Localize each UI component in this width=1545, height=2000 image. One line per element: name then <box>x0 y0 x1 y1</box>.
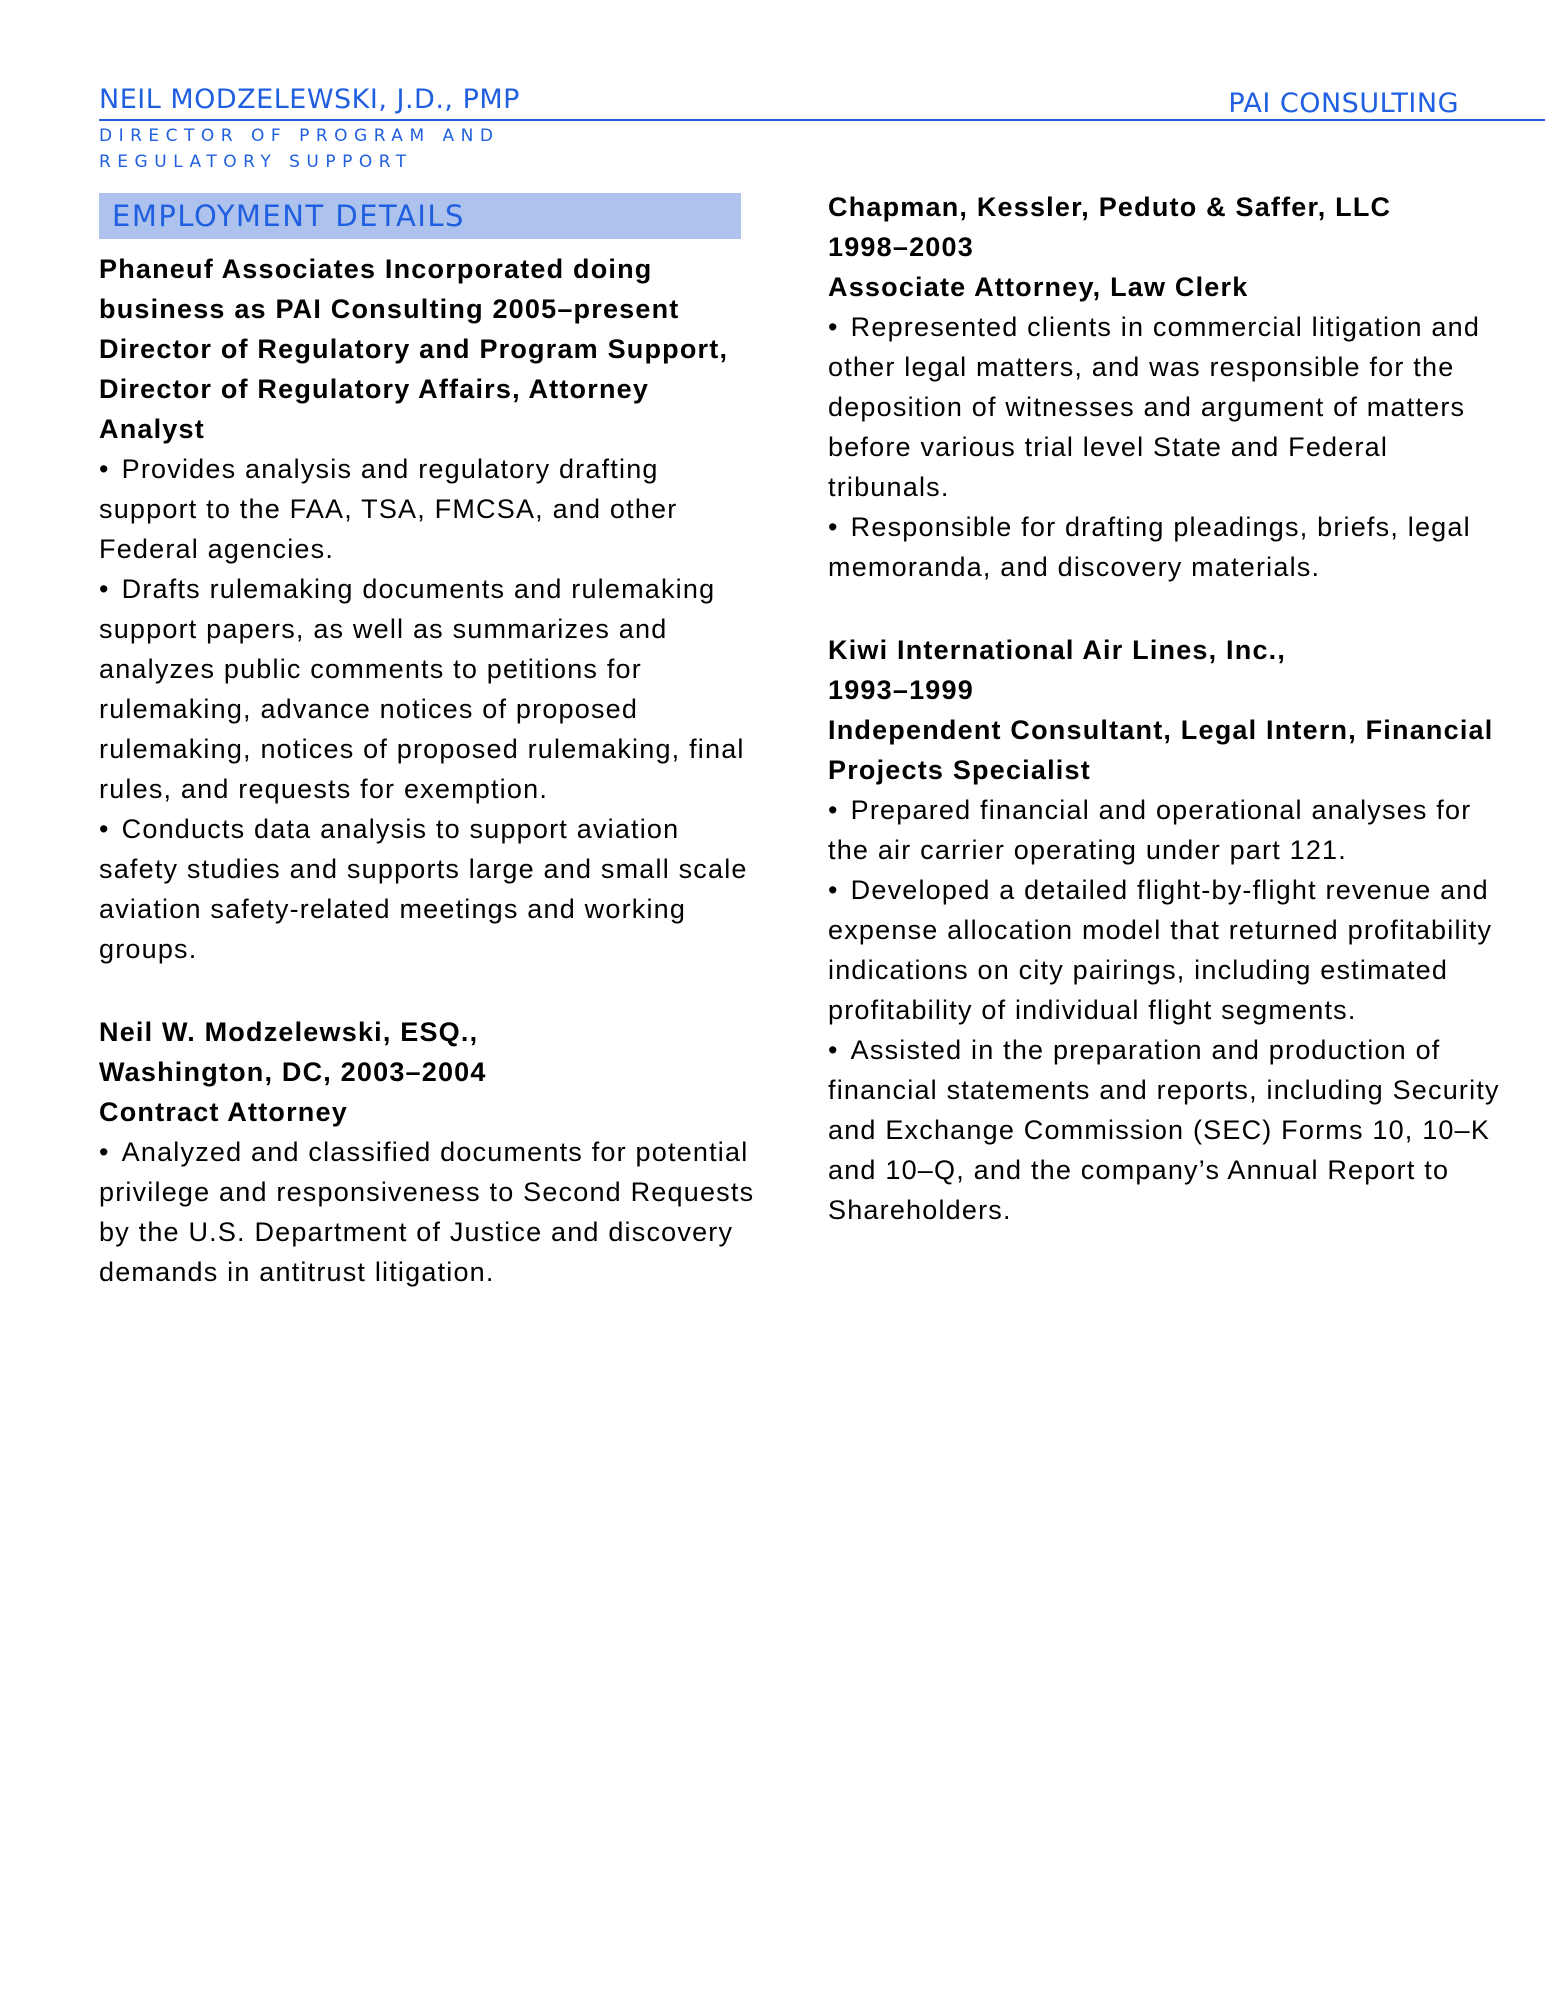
entry-heading: 1993–1999 <box>828 675 974 705</box>
entry-spacer <box>828 587 1508 630</box>
entry-bullet <box>99 1132 759 1292</box>
header-name: NEIL MODZELEWSKI, J.D., PMP <box>99 84 520 115</box>
employment-entry-pai <box>99 249 759 969</box>
entry-bullet <box>99 569 759 809</box>
entry-spacer <box>99 969 759 1012</box>
entry-heading: Washington, DC, 2003–2004 <box>99 1057 487 1087</box>
header-role: DIRECTOR OF PROGRAM AND REGULATORY SUPPORT <box>99 126 500 172</box>
bullet-icon: • <box>828 875 839 905</box>
header-company: PAI CONSULTING <box>1228 88 1459 119</box>
entry-bullet <box>828 1030 1508 1230</box>
bullet-icon: • <box>828 512 839 542</box>
employment-entry-chapman <box>828 187 1508 587</box>
section-heading-bar <box>99 193 741 239</box>
section-title: EMPLOYMENT DETAILS <box>112 199 465 233</box>
entry-heading: Phaneuf Associates Incorporated doing business as PAI Consulting 2005–present Director of Regulatory and Program Support, Director of Regulatory Affairs, Attorney Analyst <box>99 254 729 444</box>
bullet-icon: • <box>99 454 110 484</box>
entry-heading: Independent Consultant, Legal Intern, Financial Projects Specialist <box>828 715 1494 785</box>
entry-bullet <box>828 507 1508 587</box>
bullet-text: Developed a detailed flight-by-flight revenue and expense allocation model that returned profitability indications on city pairings, including estimated profitability of individual flight segments. <box>828 875 1493 1025</box>
bullet-icon: • <box>99 814 110 844</box>
bullet-text: Provides analysis and regulatory drafting support to the FAA, TSA, FMCSA, and other Federal agencies. <box>99 454 678 564</box>
bullet-text: Analyzed and classified documents for potential privilege and responsiveness to Second Requests by the U.S. Department of Justice and discovery demands in antitrust litigation. <box>99 1137 755 1287</box>
entry-heading: 1998–2003 <box>828 232 974 262</box>
entry-heading: Neil W. Modzelewski, ESQ., <box>99 1017 479 1047</box>
employment-entry-contract-attorney <box>99 1012 759 1292</box>
bullet-icon: • <box>99 1137 110 1167</box>
left-column <box>99 249 759 1292</box>
bullet-icon: • <box>828 795 839 825</box>
entry-heading: Kiwi International Air Lines, Inc., <box>828 635 1287 665</box>
bullet-icon: • <box>828 312 839 342</box>
entry-bullet <box>99 809 759 969</box>
right-column <box>828 187 1508 1230</box>
bullet-text: Assisted in the preparation and production of financial statements and reports, including Security and Exchange Commission (SEC) Forms 10, 10–K and 10–Q, and the company’s Annual Report to Shareholders. <box>828 1035 1500 1225</box>
entry-bullet <box>828 307 1508 507</box>
bullet-icon: • <box>828 1035 839 1065</box>
employment-entry-kiwi <box>828 630 1508 1230</box>
entry-heading: Associate Attorney, Law Clerk <box>828 272 1249 302</box>
header-divider <box>99 119 1545 121</box>
entry-bullet <box>99 449 759 569</box>
bullet-text: Prepared financial and operational analyses for the air carrier operating under part 121. <box>828 795 1472 865</box>
entry-bullet <box>828 790 1508 870</box>
entry-bullet <box>828 870 1508 1030</box>
entry-heading: Contract Attorney <box>99 1097 348 1127</box>
bullet-text: Responsible for drafting pleadings, briefs, legal memoranda, and discovery materials. <box>828 512 1471 582</box>
entry-heading: Chapman, Kessler, Peduto & Saffer, LLC <box>828 192 1392 222</box>
bullet-text: Represented clients in commercial litigation and other legal matters, and was responsible for the deposition of witnesses and argument of matters before various trial level State and Federal tribunals. <box>828 312 1481 502</box>
bullet-icon: • <box>99 574 110 604</box>
bullet-text: Conducts data analysis to support aviation safety studies and supports large and small scale aviation safety-related meetings and working groups. <box>99 814 748 964</box>
bullet-text: Drafts rulemaking documents and rulemaking support papers, as well as summarizes and analyzes public comments to petitions for rulemaking, advance notices of proposed rulemaking, notices of proposed rulemaking, final rules, and requests for exemption. <box>99 574 745 804</box>
